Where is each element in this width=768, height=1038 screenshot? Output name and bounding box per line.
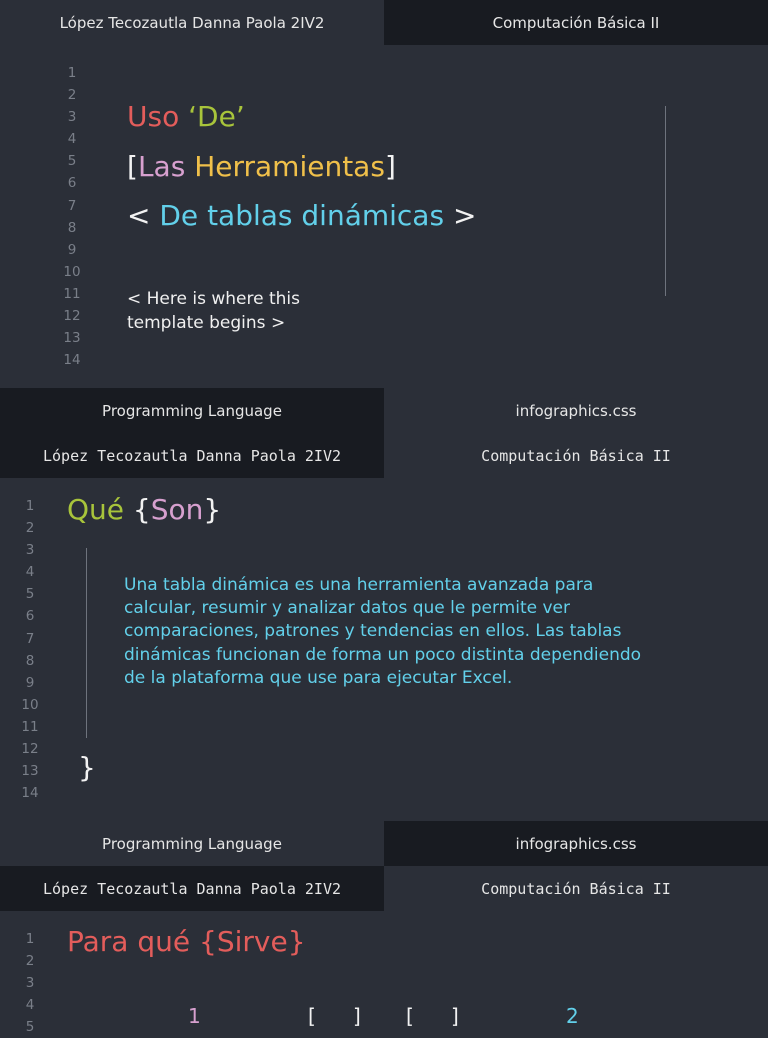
- token-2: 2: [566, 1004, 579, 1028]
- line-number: 1: [25, 498, 35, 514]
- slide2-line-numbers: [15, 495, 45, 804]
- heading-que: Qué: [67, 493, 125, 526]
- title-word-uso: Uso: [127, 100, 180, 133]
- line-number: 2: [67, 87, 77, 104]
- slide1-title-line3: [127, 198, 476, 234]
- slide1-subtitle: [127, 287, 300, 335]
- slide2-heading: [67, 492, 221, 528]
- line-number: 5: [25, 1019, 35, 1036]
- heading-sirve: {Sirve}: [199, 925, 306, 958]
- slide1-footer-right: infographics.css: [384, 388, 768, 433]
- line-number: 13: [21, 763, 39, 780]
- line-number: 5: [25, 586, 35, 603]
- slide2-footer-left: Programming Language: [0, 821, 384, 866]
- line-number: 4: [25, 564, 35, 581]
- line-number: 4: [67, 131, 77, 148]
- slide3-heading: [67, 924, 306, 960]
- slide1-divider: [665, 106, 666, 296]
- line-number: 12: [63, 308, 81, 325]
- slide3-course: Computación Básica II: [384, 866, 768, 911]
- slide1-title-line1: [127, 99, 245, 135]
- title-tablas-dinamicas: De tablas dinámicas: [159, 199, 445, 232]
- slide2-paragraph: Una tabla dinámica es una herramienta avanzada para calcular, resumir y analizar datos que le permite ver comparaciones, patrones y tendencias en ellos. Las tablas dinámicas funcionan de forma un poco distinta dependiendo de la plataforma que use para ejecutar Excel.: [124, 575, 642, 688]
- line-number: 7: [67, 197, 77, 214]
- line-number: 6: [25, 608, 35, 625]
- brace-close: }: [203, 493, 222, 526]
- slide2-header: [0, 433, 768, 478]
- line-number: 14: [63, 352, 81, 369]
- line-number: 3: [25, 542, 35, 559]
- slide2-course: Computación Básica II: [384, 433, 768, 478]
- slide2-closing-brace: }: [78, 751, 96, 784]
- slide2-footer-right: infographics.css: [384, 821, 768, 866]
- slide1-header: [0, 0, 768, 45]
- line-number: 10: [63, 263, 81, 280]
- angle-close: >: [452, 199, 477, 232]
- line-number: 5: [67, 153, 77, 170]
- line-number: 12: [21, 741, 39, 758]
- slide3-author: López Tecozautla Danna Paola 2IV2: [0, 866, 384, 911]
- line-number: 9: [67, 241, 77, 258]
- slide2-author: López Tecozautla Danna Paola 2IV2: [0, 433, 384, 478]
- line-number: 11: [21, 718, 39, 735]
- title-word-herramientas: Herramientas: [194, 150, 385, 183]
- line-number: 8: [25, 652, 35, 669]
- slide1-author: López Tecozautla Danna Paola 2IV2: [0, 0, 384, 45]
- line-number: 2: [25, 520, 35, 537]
- token-bracket-close-b: ]: [451, 1004, 459, 1028]
- line-number: 10: [21, 696, 39, 713]
- subtitle-line1: < Here is where this: [127, 289, 300, 309]
- token-bracket-open-a: [: [308, 1004, 316, 1028]
- line-number: 8: [67, 219, 77, 236]
- title-word-las: Las: [137, 150, 186, 183]
- slide3-header: [0, 866, 768, 911]
- slide1-course: Computación Básica II: [384, 0, 768, 45]
- token-1: 1: [188, 1004, 201, 1028]
- slide1-line-numbers: [57, 62, 87, 371]
- token-bracket-open-b: [: [406, 1004, 414, 1028]
- line-number: 1: [25, 931, 35, 947]
- line-number: 4: [25, 997, 35, 1014]
- line-number: 9: [25, 674, 35, 691]
- line-number: 3: [25, 975, 35, 992]
- angle-open: <: [127, 199, 151, 232]
- line-number: 1: [67, 65, 77, 81]
- line-number: 2: [25, 953, 35, 970]
- subtitle-line2: template begins >: [127, 313, 286, 333]
- line-number: 13: [63, 330, 81, 347]
- slide2-code-guide: [86, 548, 87, 738]
- bracket-open: [: [127, 150, 138, 183]
- line-number: 7: [25, 630, 35, 647]
- title-word-de: ‘De’: [188, 100, 245, 133]
- heading-son: Son: [150, 493, 204, 526]
- line-number: 6: [67, 175, 77, 192]
- heading-para-que: Para qué: [67, 925, 191, 958]
- slide3-tokens: [0, 1002, 768, 1032]
- line-number: 14: [21, 785, 39, 802]
- line-number: 11: [63, 285, 81, 302]
- slide1-footer-left: Programming Language: [0, 388, 384, 433]
- slide1-title-line2: [127, 149, 396, 185]
- bracket-close: ]: [384, 150, 396, 183]
- token-bracket-close-a: ]: [353, 1004, 361, 1028]
- line-number: 3: [67, 109, 77, 126]
- brace-open: {: [132, 493, 151, 526]
- slide1-footer: [0, 388, 768, 433]
- slide2-footer: [0, 821, 768, 866]
